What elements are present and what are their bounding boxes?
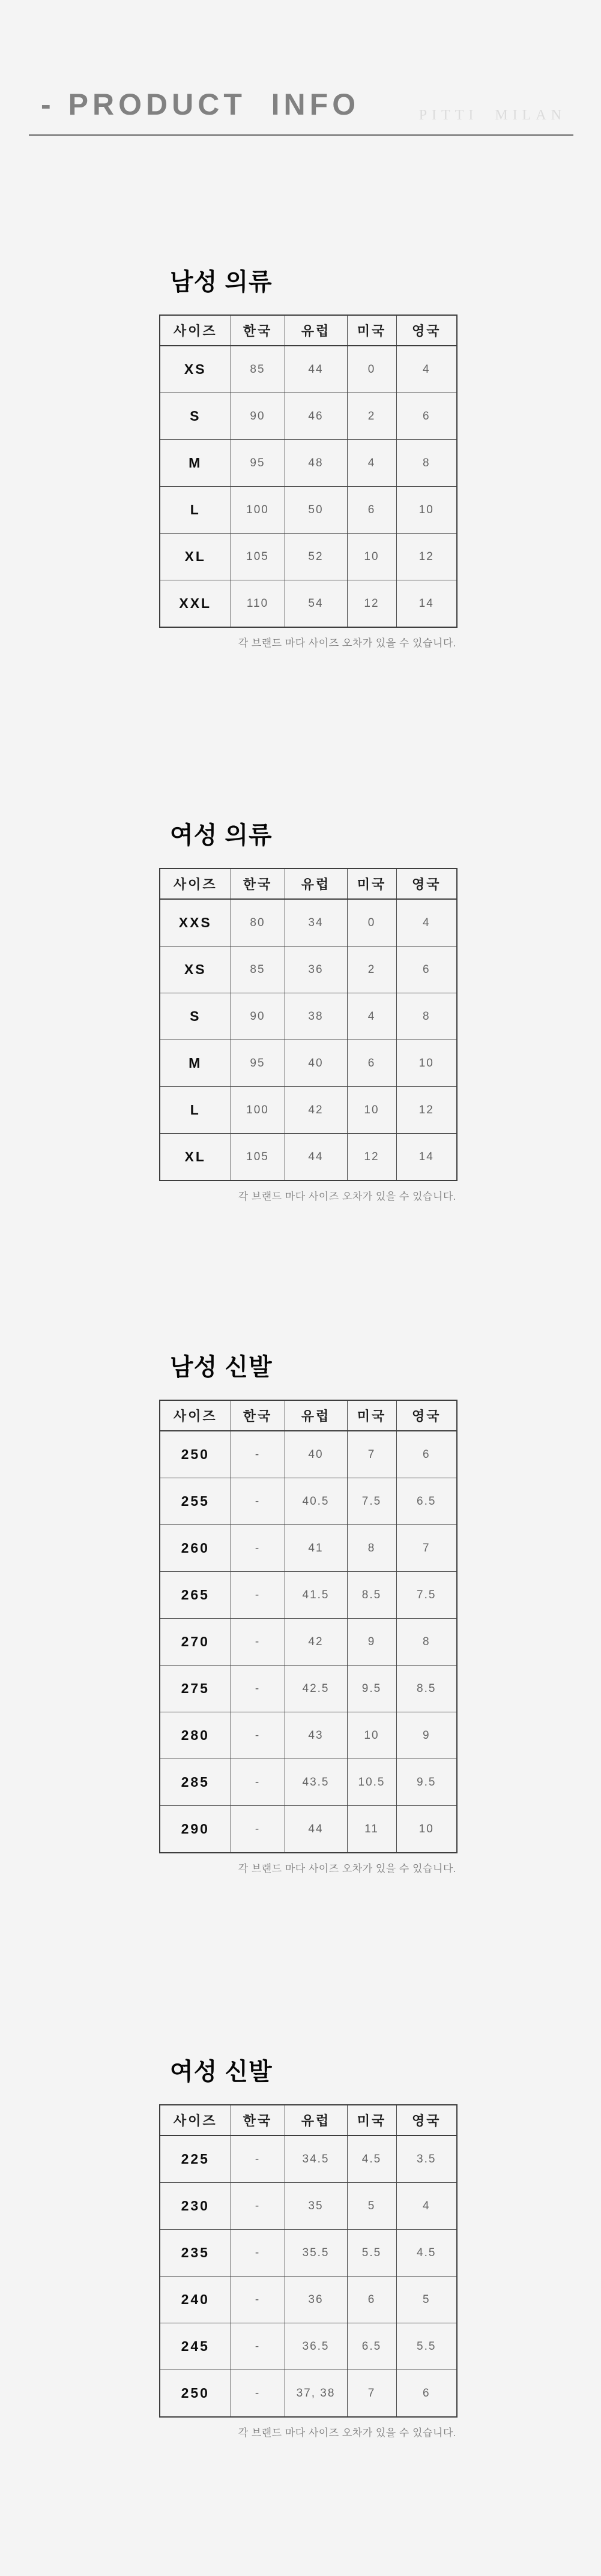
size-label-cell: L xyxy=(160,1087,231,1134)
size-value-cell: 4.5 xyxy=(396,2230,457,2277)
section-mens-clothing xyxy=(159,270,456,649)
size-value-cell: 0 xyxy=(347,346,396,393)
size-value-cell: 8.5 xyxy=(347,1572,396,1619)
section-title: 여성 신발 xyxy=(170,2059,273,2085)
column-header: 영국 xyxy=(396,2105,457,2135)
table-header-row xyxy=(160,2105,457,2135)
size-table-womens-clothing xyxy=(159,868,458,1181)
table-row xyxy=(160,899,457,946)
size-value-cell: 85 xyxy=(231,346,285,393)
size-value-cell: 6 xyxy=(396,1431,457,1478)
table-row xyxy=(160,1525,457,1572)
column-header: 유럽 xyxy=(285,2105,347,2135)
section-title: 남성 신발 xyxy=(170,1354,273,1380)
size-value-cell: - xyxy=(231,2135,285,2183)
page-title-text: PRODUCT INFO xyxy=(68,88,360,121)
section-title: 남성 의류 xyxy=(170,269,273,295)
size-value-cell: 40.5 xyxy=(285,1478,347,1525)
size-value-cell: 7.5 xyxy=(396,1572,457,1619)
size-value-cell: 105 xyxy=(231,534,285,580)
column-header: 미국 xyxy=(347,2105,396,2135)
size-label-cell: M xyxy=(160,1040,231,1087)
size-label-cell: 245 xyxy=(160,2323,231,2370)
size-value-cell: 43 xyxy=(285,1712,347,1759)
size-value-cell: 12 xyxy=(396,534,457,580)
size-value-cell: - xyxy=(231,1759,285,1806)
table-body xyxy=(160,899,457,1181)
size-value-cell: 9.5 xyxy=(396,1759,457,1806)
size-value-cell: 7 xyxy=(396,1525,457,1572)
table-row xyxy=(160,1431,457,1478)
table-row xyxy=(160,1478,457,1525)
size-label-cell: 265 xyxy=(160,1572,231,1619)
size-table-mens-clothing xyxy=(159,314,458,628)
size-value-cell: 7 xyxy=(347,2370,396,2418)
size-value-cell: 4 xyxy=(347,993,396,1040)
column-header: 사이즈 xyxy=(160,2105,231,2135)
table-header-row xyxy=(160,315,457,346)
size-label-cell: S xyxy=(160,393,231,440)
column-header: 한국 xyxy=(231,315,285,346)
column-header: 사이즈 xyxy=(160,1400,231,1431)
size-disclaimer-note: 각 브랜드 마다 사이즈 오차가 있을 수 있습니다. xyxy=(238,2427,456,2439)
size-value-cell: 10 xyxy=(396,487,457,534)
table-row xyxy=(160,2135,457,2183)
size-value-cell: 43.5 xyxy=(285,1759,347,1806)
header-divider xyxy=(29,134,573,136)
size-value-cell: 42.5 xyxy=(285,1666,347,1712)
table-row xyxy=(160,1040,457,1087)
size-value-cell: 9.5 xyxy=(347,1666,396,1712)
size-value-cell: - xyxy=(231,2183,285,2230)
size-value-cell: 42 xyxy=(285,1087,347,1134)
size-label-cell: 230 xyxy=(160,2183,231,2230)
section-mens-shoes xyxy=(159,1355,456,1875)
table-row xyxy=(160,1134,457,1181)
size-value-cell: 10 xyxy=(396,1040,457,1087)
size-value-cell: 7.5 xyxy=(347,1478,396,1525)
size-label-cell: L xyxy=(160,487,231,534)
table-row xyxy=(160,440,457,487)
size-value-cell: 8 xyxy=(396,1619,457,1666)
size-value-cell: 4.5 xyxy=(347,2135,396,2183)
size-label-cell: XL xyxy=(160,534,231,580)
size-label-cell: 250 xyxy=(160,1431,231,1478)
table-row xyxy=(160,393,457,440)
column-header: 영국 xyxy=(396,315,457,346)
section-title: 여성 의류 xyxy=(170,822,273,849)
column-header: 한국 xyxy=(231,868,285,899)
size-value-cell: 52 xyxy=(285,534,347,580)
column-header: 유럽 xyxy=(285,315,347,346)
table-header-row xyxy=(160,1400,457,1431)
table-row xyxy=(160,487,457,534)
column-header: 유럽 xyxy=(285,1400,347,1431)
column-header: 미국 xyxy=(347,868,396,899)
table-row xyxy=(160,580,457,628)
size-value-cell: 48 xyxy=(285,440,347,487)
table-body xyxy=(160,1431,457,1853)
size-value-cell: - xyxy=(231,1572,285,1619)
size-value-cell: 5.5 xyxy=(396,2323,457,2370)
size-label-cell: 285 xyxy=(160,1759,231,1806)
size-label-cell: 290 xyxy=(160,1806,231,1853)
table-row xyxy=(160,1806,457,1853)
size-value-cell: 10 xyxy=(396,1806,457,1853)
size-value-cell: 5 xyxy=(396,2277,457,2323)
size-value-cell: 6.5 xyxy=(396,1478,457,1525)
size-value-cell: 6 xyxy=(347,2277,396,2323)
size-value-cell: 8 xyxy=(347,1525,396,1572)
table-row xyxy=(160,946,457,993)
column-header: 유럽 xyxy=(285,868,347,899)
size-value-cell: 8.5 xyxy=(396,1666,457,1712)
table-row xyxy=(160,993,457,1040)
size-disclaimer-note: 각 브랜드 마다 사이즈 오차가 있을 수 있습니다. xyxy=(238,1863,456,1874)
table-row xyxy=(160,2277,457,2323)
size-value-cell: 90 xyxy=(231,393,285,440)
size-value-cell: 2 xyxy=(347,393,396,440)
table-row xyxy=(160,2370,457,2418)
table-row xyxy=(160,346,457,393)
size-value-cell: 40 xyxy=(285,1431,347,1478)
table-body xyxy=(160,346,457,627)
table-row xyxy=(160,1572,457,1619)
column-header: 영국 xyxy=(396,868,457,899)
brand-logo: PITTI MILAN xyxy=(418,107,566,123)
size-value-cell: 8 xyxy=(396,993,457,1040)
column-header: 한국 xyxy=(231,2105,285,2135)
size-value-cell: 8 xyxy=(396,440,457,487)
header-row xyxy=(160,868,457,899)
size-value-cell: 44 xyxy=(285,1806,347,1853)
size-value-cell: 95 xyxy=(231,440,285,487)
size-value-cell: 12 xyxy=(347,1134,396,1181)
size-value-cell: 34 xyxy=(285,899,347,946)
size-value-cell: - xyxy=(231,2323,285,2370)
size-value-cell: 10.5 xyxy=(347,1759,396,1806)
size-value-cell: 10 xyxy=(347,1712,396,1759)
table-row xyxy=(160,1087,457,1134)
size-value-cell: 6 xyxy=(396,393,457,440)
table-row xyxy=(160,2230,457,2277)
size-value-cell: 6 xyxy=(347,487,396,534)
size-value-cell: 2 xyxy=(347,946,396,993)
size-value-cell: 100 xyxy=(231,487,285,534)
size-value-cell: - xyxy=(231,1431,285,1478)
table-row xyxy=(160,1619,457,1666)
size-value-cell: 4 xyxy=(396,346,457,393)
size-value-cell: 50 xyxy=(285,487,347,534)
column-header: 사이즈 xyxy=(160,868,231,899)
size-label-cell: 240 xyxy=(160,2277,231,2323)
size-label-cell: 250 xyxy=(160,2370,231,2418)
size-value-cell: 6 xyxy=(396,2370,457,2418)
column-header: 한국 xyxy=(231,1400,285,1431)
size-value-cell: 10 xyxy=(347,534,396,580)
header-row xyxy=(160,315,457,346)
size-value-cell: 14 xyxy=(396,580,457,628)
size-value-cell: 36 xyxy=(285,946,347,993)
table-row xyxy=(160,2323,457,2370)
table-row xyxy=(160,1759,457,1806)
size-value-cell: 6.5 xyxy=(347,2323,396,2370)
size-value-cell: 37, 38 xyxy=(285,2370,347,2418)
size-label-cell: S xyxy=(160,993,231,1040)
column-header: 영국 xyxy=(396,1400,457,1431)
size-label-cell: XL xyxy=(160,1134,231,1181)
size-value-cell: - xyxy=(231,1478,285,1525)
column-header: 미국 xyxy=(347,315,396,346)
size-value-cell: 54 xyxy=(285,580,347,628)
size-value-cell: 5.5 xyxy=(347,2230,396,2277)
size-value-cell: - xyxy=(231,2370,285,2418)
size-value-cell: - xyxy=(231,1712,285,1759)
size-value-cell: 35.5 xyxy=(285,2230,347,2277)
size-value-cell: 9 xyxy=(396,1712,457,1759)
section-womens-clothing xyxy=(159,823,456,1203)
column-header: 미국 xyxy=(347,1400,396,1431)
table-row xyxy=(160,1666,457,1712)
size-label-cell: 270 xyxy=(160,1619,231,1666)
size-table-mens-shoes xyxy=(159,1400,458,1853)
header-row xyxy=(160,1400,457,1431)
size-value-cell: 80 xyxy=(231,899,285,946)
size-value-cell: 7 xyxy=(347,1431,396,1478)
size-value-cell: 3.5 xyxy=(396,2135,457,2183)
size-value-cell: 34.5 xyxy=(285,2135,347,2183)
dash-icon: - xyxy=(41,88,55,121)
size-value-cell: 95 xyxy=(231,1040,285,1087)
size-value-cell: - xyxy=(231,1525,285,1572)
section-womens-shoes xyxy=(159,2060,456,2439)
size-value-cell: 9 xyxy=(347,1619,396,1666)
size-label-cell: 225 xyxy=(160,2135,231,2183)
size-value-cell: 36.5 xyxy=(285,2323,347,2370)
size-label-cell: 280 xyxy=(160,1712,231,1759)
column-header: 사이즈 xyxy=(160,315,231,346)
size-label-cell: XXS xyxy=(160,899,231,946)
size-disclaimer-note: 각 브랜드 마다 사이즈 오차가 있을 수 있습니다. xyxy=(238,637,456,649)
size-value-cell: 105 xyxy=(231,1134,285,1181)
size-value-cell: 10 xyxy=(347,1087,396,1134)
size-table-womens-shoes xyxy=(159,2104,458,2418)
size-value-cell: 35 xyxy=(285,2183,347,2230)
size-label-cell: XS xyxy=(160,346,231,393)
size-value-cell: 4 xyxy=(396,899,457,946)
size-value-cell: 90 xyxy=(231,993,285,1040)
size-value-cell: 4 xyxy=(347,440,396,487)
size-value-cell: 46 xyxy=(285,393,347,440)
size-value-cell: 12 xyxy=(396,1087,457,1134)
size-value-cell: 40 xyxy=(285,1040,347,1087)
size-value-cell: 42 xyxy=(285,1619,347,1666)
size-value-cell: 6 xyxy=(396,946,457,993)
table-header-row xyxy=(160,868,457,899)
size-value-cell: 41.5 xyxy=(285,1572,347,1619)
size-value-cell: 4 xyxy=(396,2183,457,2230)
size-value-cell: 44 xyxy=(285,346,347,393)
size-value-cell: 6 xyxy=(347,1040,396,1087)
size-value-cell: 12 xyxy=(347,580,396,628)
size-label-cell: XS xyxy=(160,946,231,993)
size-value-cell: 110 xyxy=(231,580,285,628)
header-row xyxy=(160,2105,457,2135)
size-value-cell: - xyxy=(231,2230,285,2277)
size-disclaimer-note: 각 브랜드 마다 사이즈 오차가 있을 수 있습니다. xyxy=(238,1191,456,1202)
table-row xyxy=(160,534,457,580)
size-value-cell: 14 xyxy=(396,1134,457,1181)
size-label-cell: 275 xyxy=(160,1666,231,1712)
size-value-cell: 5 xyxy=(347,2183,396,2230)
size-value-cell: 38 xyxy=(285,993,347,1040)
size-value-cell: - xyxy=(231,1666,285,1712)
size-label-cell: 235 xyxy=(160,2230,231,2277)
size-value-cell: 36 xyxy=(285,2277,347,2323)
table-row xyxy=(160,1712,457,1759)
size-value-cell: 100 xyxy=(231,1087,285,1134)
table-row xyxy=(160,2183,457,2230)
size-value-cell: - xyxy=(231,1806,285,1853)
table-body xyxy=(160,2135,457,2417)
size-value-cell: 44 xyxy=(285,1134,347,1181)
size-label-cell: 255 xyxy=(160,1478,231,1525)
size-label-cell: M xyxy=(160,440,231,487)
size-value-cell: 85 xyxy=(231,946,285,993)
size-value-cell: - xyxy=(231,1619,285,1666)
size-value-cell: 0 xyxy=(347,899,396,946)
size-value-cell: - xyxy=(231,2277,285,2323)
size-value-cell: 11 xyxy=(347,1806,396,1853)
page-title xyxy=(41,89,360,120)
size-label-cell: XXL xyxy=(160,580,231,628)
size-value-cell: 41 xyxy=(285,1525,347,1572)
size-label-cell: 260 xyxy=(160,1525,231,1572)
